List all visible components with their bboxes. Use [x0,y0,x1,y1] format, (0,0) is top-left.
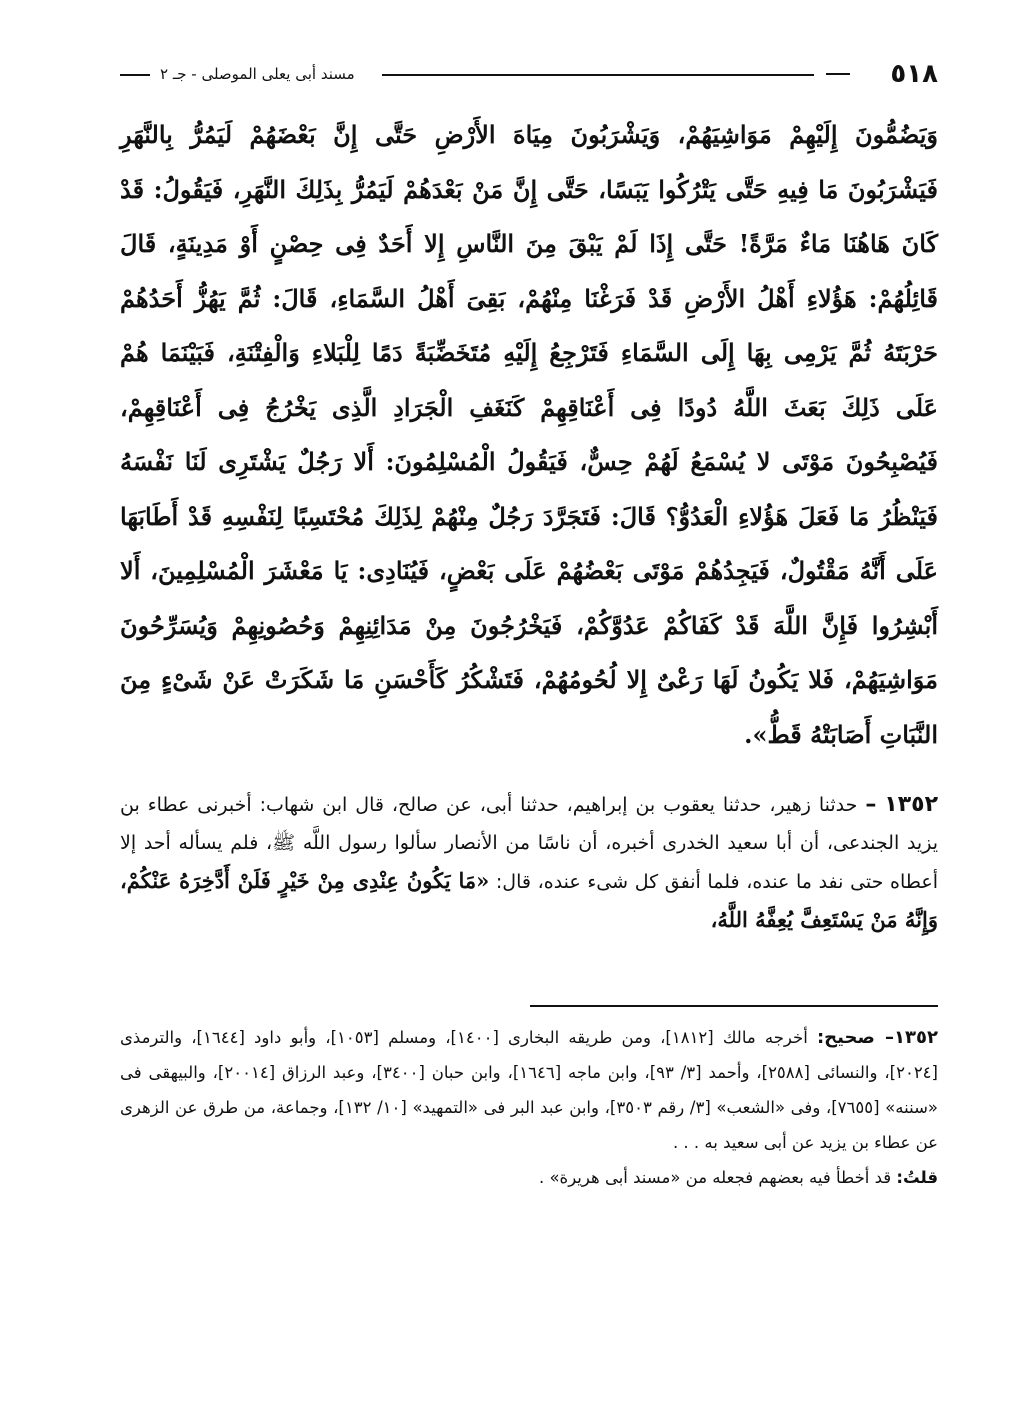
page-header [120,56,938,96]
hadith-isnad-text: حدثنا زهير، حدثنا يعقوب بن إبراهيم، حدثنا أبى، عن صالح، قال ابن شهاب: أخبرنى عطاء بن يزيد الجندعى، أن أبا سعيد الخدرى أخبره، أن ناسًا من الأنصار سألوا رسول اللَّه ﷺ، فلم يسأله أحد إلا أعطاه حتى نفد ما عنده، فلما أنفق كل شىء عنده، قال: [120,794,938,893]
footnote-label: ١٣٥٢– صحيح: [816,1027,938,1048]
header-rule-end [120,74,150,76]
running-title: مسند أبى يعلى الموصلى - جـ ٢ [160,65,355,83]
footnotes [120,1020,938,1195]
page-number-dash [826,73,850,75]
hadith-number: ١٣٥٢ [884,792,938,817]
remark-label: قلتُ: [896,1168,938,1187]
prophet-speech: «مَا يَكُونُ عِنْدِى مِنْ خَيْرٍ فَلَنْ أَدَّخِرَهُ عَنْكُمْ، وَإِنَّهُ مَنْ يَسْتَعِفَّ يُعِفَّهُ اللَّهُ، [120,868,938,932]
page-number: ٥١٨ [890,59,938,89]
footnote-remark [120,1160,938,1195]
remark-text: قد أخطأ فيه بعضهم فجعله من «مسند أبى هريرة» . [538,1168,892,1187]
hadith-number-dash: – [865,792,877,817]
hadith-1352 [120,786,938,940]
footnote-rule [530,1005,938,1007]
footnote-text: أخرجه مالك [١٨١٢]، ومن طريقه البخارى [١٤٠٠]، ومسلم [١٠٥٣]، وأبو داود [١٦٤٤]، والترمذى [٢٠٢٤]، والنسائى [٢٥٨٨]، وأحمد [٣/ ٩٣]، وابن ماجه [١٦٤٦]، وابن حبان [٣٤٠٠]، وعبد الرزاق [٢٠٠١٤]، والبيهقى فى «سننه» [٧٦٥٥]، وفى «الشعب» [٣/ رقم ٣٥٠٣]، وابن عبد البر فى «التمهيد» [١٠/ ١٣٢]، وجماعة، من طرق عن الزهرى عن عطاء بن يزيد عن أبى سعيد به . . . [120,1028,938,1152]
header-rule [382,74,814,76]
narration-block [120,108,938,762]
footnote-1352 [120,1020,938,1160]
hadith-paragraph [120,786,938,940]
narration-text: وَيَضُمُّونَ إِلَيْهِمْ مَوَاشِيَهُمْ، وَيَشْرَبُونَ مِيَاهَ الأَرْضِ حَتَّى إِنَّ بَعْضَهُمْ لَيَمُرُّ بِالنَّهَرِ فَيَشْرَبُونَ مَا فِيهِ حَتَّى يَتْرُكُوا يَبَسًا، حَتَّى إِنَّ مَنْ بَعْدَهُمْ لَيَمُرُّ بِذَلِكَ النَّهَرِ، فَيَقُولُ: قَدْ كَانَ هَاهُنَا مَاءٌ مَرَّةً! حَتَّى إِذَا لَمْ يَبْقَ مِنَ النَّاسِ إِلا أَحَدٌ فِى حِصْنٍ أَوْ مَدِينَةٍ، قَالَ قَائِلُهُمْ: هَؤُلاءِ أَهْلُ الأَرْضِ قَدْ فَرَغْنَا مِنْهُمْ، بَقِىَ أَهْلُ السَّمَاءِ، قَالَ: ثُمَّ يَهُزُّ أَحَدُهُمْ حَرْبَتَهُ ثُمَّ يَرْمِى بِهَا إِلَى السَّمَاءِ فَتَرْجِعُ إِلَيْهِ مُتَخَضِّبَةً دَمًا لِلْبَلاءِ وَالْفِتْنَةِ، فَبَيْنَمَا هُمْ عَلَى ذَلِكَ بَعَثَ اللَّهُ دُودًا فِى أَعْنَاقِهِمْ كَنَغَفِ الْجَرَادِ الَّذِى يَخْرُجُ فِى أَعْنَاقِهِمْ، فَيُصْبِحُونَ مَوْتَى لا يُسْمَعُ لَهُمْ حِسٌّ، فَيَقُولُ الْمُسْلِمُونَ: أَلا رَجُلٌ يَشْتَرِى لَنَا نَفْسَهُ فَيَنْظُرُ مَا فَعَلَ هَؤُلاءِ الْعَدُوُّ؟ قَالَ: فَتَجَرَّدَ رَجُلٌ مِنْهُمْ لِذَلِكَ مُحْتَسِبًا لِنَفْسِهِ قَدْ أَطَابَهَا عَلَى أَنَّهُ مَقْتُولٌ، فَيَجِدُهُمْ مَوْتَى بَعْضُهُمْ عَلَى بَعْضٍ، فَيُنَادِى: يَا مَعْشَرَ الْمُسْلِمِينَ، أَلا أَبْشِرُوا فَإِنَّ اللَّهَ قَدْ كَفَاكُمْ عَدُوَّكُمْ، فَيَخْرُجُونَ مِنْ مَدَائِنِهِمْ وَحُصُونِهِمْ وَيُسَرِّحُونَ مَوَاشِيَهُمْ، فَلا يَكُونُ لَهَا رَعْىٌ إِلا لُحُومُهُمْ، فَتَشْكُرُ كَأَحْسَنِ مَا شَكَرَتْ عَنْ شَىْءٍ مِنَ النَّبَاتِ أَصَابَتْهُ قَطُّ». [120,120,939,749]
